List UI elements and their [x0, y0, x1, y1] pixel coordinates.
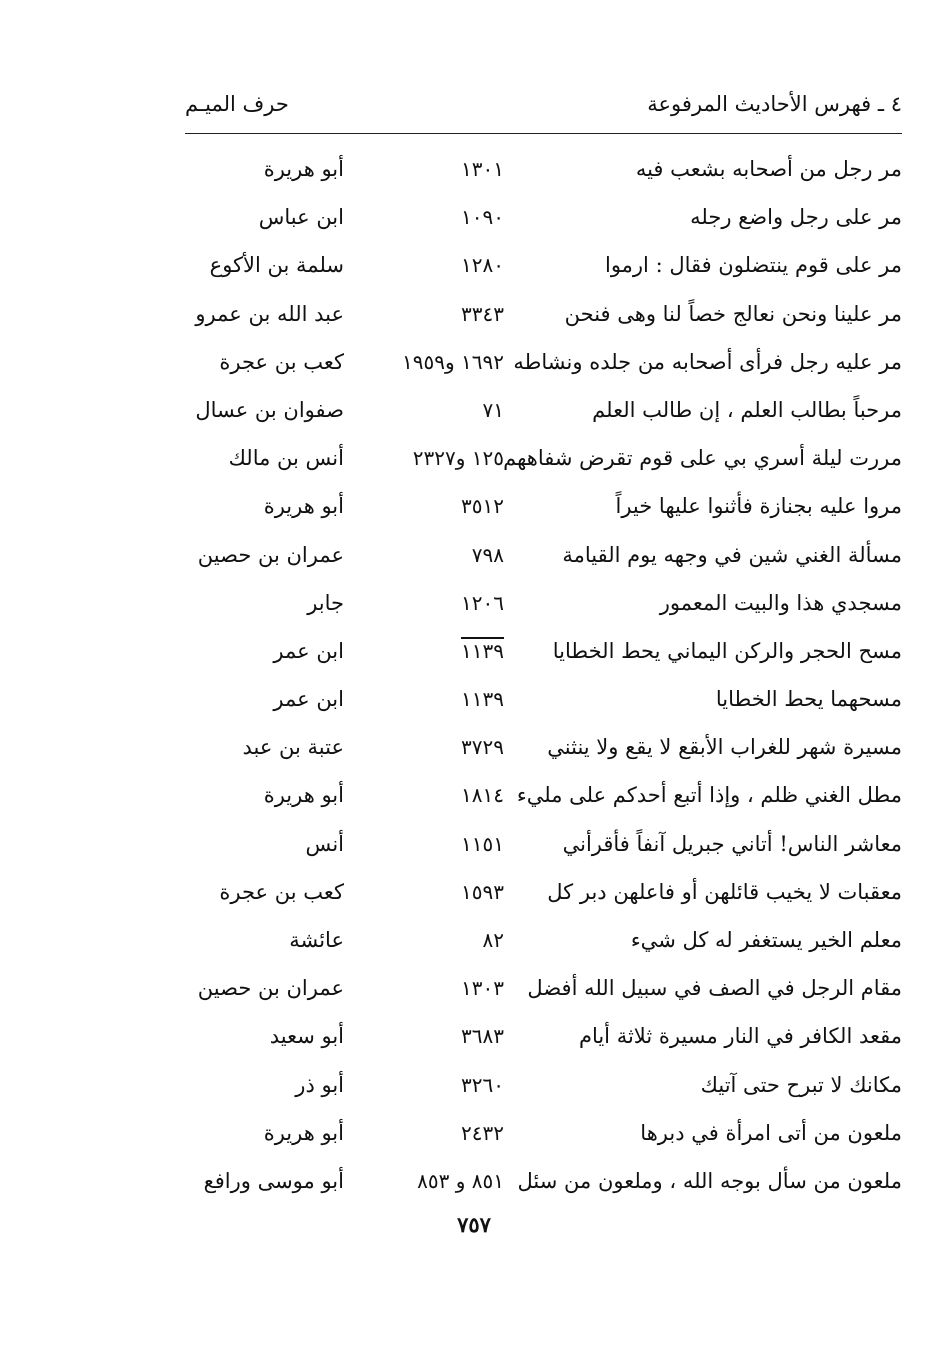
hadith-number: ١٨١٤ — [461, 783, 504, 808]
hadith-incipit: مر رجل من أصحابه بشعب فيه — [635, 157, 902, 181]
hadith-incipit: مر على رجل واضع رجله — [690, 205, 902, 230]
header-divider — [185, 133, 902, 134]
hadith-incipit: معاشر الناس! أتاني جبريل آنفاً فأقرأني — [562, 831, 902, 856]
narrator-name: عبد الله بن عمرو — [195, 301, 344, 326]
narrator-name: عتبة بن عبد — [242, 735, 344, 760]
hadith-incipit: مسحهما يحط الخطايا — [715, 687, 902, 712]
index-entry — [150, 483, 902, 531]
narrator-name: أنس — [305, 831, 344, 856]
hadith-number: ١٢٥ و٢٣٢٧ — [412, 446, 504, 471]
hadith-incipit: مر على قوم ينتضلون فقال : ارموا — [604, 253, 902, 278]
hadith-incipit: مر علينا ونحن نعالج خصاً لنا وهى فنحن — [564, 301, 902, 326]
narrator-name: عمران بن حصين — [197, 976, 344, 1001]
narrator-name: أنس بن مالك — [228, 446, 344, 471]
narrator-name: ابن عباس — [258, 205, 344, 230]
hadith-number: ١٥٩٣ — [461, 879, 504, 904]
narrator-name: أبو سعيد — [269, 1024, 344, 1049]
hadith-number: ٣٥١٢ — [461, 494, 504, 519]
narrator-name: صفوان بن عسال — [195, 397, 344, 422]
index-entry — [150, 242, 902, 290]
hadith-incipit: مر عليه رجل فرأى أصحابه من جلده ونشاطه — [513, 349, 902, 374]
hadith-number: ١١٣٩ — [461, 638, 504, 663]
hadith-number: ٣٦٨٣ — [461, 1024, 504, 1049]
narrator-name: جابر — [307, 590, 344, 615]
narrator-name: عمران بن حصين — [197, 542, 344, 567]
index-entry — [150, 146, 902, 194]
hadith-number: ٧٩٨ — [471, 542, 504, 567]
index-entry — [150, 194, 902, 242]
narrator-name: أبو هريرة — [263, 494, 344, 519]
index-entry — [150, 291, 902, 339]
page-number: ٧٥٧ — [457, 1212, 491, 1237]
narrator-name: كعب بن عجرة — [219, 349, 344, 374]
narrator-name: كعب بن عجرة — [219, 879, 344, 904]
narrator-name: أبو هريرة — [263, 1120, 344, 1145]
index-entry — [150, 724, 902, 772]
index-entry — [150, 435, 902, 483]
narrator-name: أبو هريرة — [263, 157, 344, 181]
narrator-name: أبو ذر — [295, 1072, 344, 1097]
index-entry — [150, 1110, 902, 1158]
hadith-number: ١١٣٩ — [461, 687, 504, 712]
index-entry — [150, 532, 902, 580]
narrator-name: سلمة بن الأكوع — [209, 253, 344, 278]
hadith-number: ١١٥١ — [461, 831, 504, 856]
hadith-incipit: ملعون من سأل بوجه الله ، وملعون من سئل — [517, 1168, 902, 1193]
narrator-name: ابن عمر — [273, 638, 344, 663]
hadith-number: ٢٤٣٢ — [461, 1120, 504, 1145]
index-entry — [150, 580, 902, 628]
hadith-number: ١٣٠٣ — [461, 976, 504, 1001]
index-entry — [150, 821, 902, 869]
index-entry — [150, 772, 902, 820]
narrator-name: أبو هريرة — [263, 783, 344, 808]
hadith-incipit: مطل الغني ظلم ، وإذا أتبع أحدكم على مليء — [516, 783, 902, 808]
hadith-incipit: مسألة الغني شين في وجهه يوم القيامة — [562, 542, 902, 567]
hadith-incipit: ملعون من أتى امرأة في دبرها — [640, 1120, 902, 1145]
running-header — [185, 88, 902, 128]
hadith-number: ٣٢٦٠ — [461, 1072, 504, 1097]
index-entry — [150, 1062, 902, 1110]
hadith-incipit: مروا عليه بجنازة فأثنوا عليها خيراً — [615, 494, 902, 519]
index-entry — [150, 917, 902, 965]
index-entry — [150, 869, 902, 917]
index-entry — [150, 1013, 902, 1061]
narrator-name: عائشة — [289, 928, 344, 952]
hadith-number: ٣٣٤٣ — [461, 301, 504, 326]
hadith-number: ٨٥١ و ٨٥٣ — [417, 1168, 504, 1193]
hadith-incipit: مسيرة شهر للغراب الأبقع لا يقع ولا ينثني — [547, 735, 902, 760]
index-entry — [150, 339, 902, 387]
hadith-incipit: مررت ليلة أسري بي على قوم تقرض شفاههم — [503, 446, 902, 471]
hadith-incipit: مرحباً بطالب العلم ، إن طالب العلم — [592, 397, 902, 422]
index-entry — [150, 628, 902, 676]
hadith-incipit: مقام الرجل في الصف في سبيل الله أفضل — [527, 976, 902, 1001]
hadith-number: ٧١ — [482, 397, 504, 422]
hadith-number: ١٦٩٢ و١٩٥٩ — [402, 349, 504, 374]
index-entry — [150, 1158, 902, 1206]
index-entry — [150, 676, 902, 724]
hadith-incipit: مكانك لا تبرح حتى آتيك — [700, 1072, 902, 1097]
hadith-number: ١٠٩٠ — [461, 205, 504, 230]
section-title: ٤ ـ فهرس الأحاديث المرفوعة — [647, 92, 902, 116]
index-entry — [150, 387, 902, 435]
hadith-number: ١٢٠٦ — [461, 590, 504, 615]
hadith-incipit: مسح الحجر والركن اليماني يحط الخطايا — [552, 638, 902, 663]
hadith-number: ٣٧٢٩ — [461, 735, 504, 760]
hadith-incipit: معقبات لا يخيب قائلهن أو فاعلهن دبر كل — [547, 879, 902, 904]
hadith-incipit: معلم الخير يستغفر له كل شيء — [630, 928, 902, 952]
narrator-name: أبو موسى ورافع — [203, 1168, 344, 1193]
hadith-number: ١٣٠١ — [461, 157, 504, 181]
hadith-number: ١٢٨٠ — [461, 253, 504, 278]
index-entry — [150, 965, 902, 1013]
hadith-incipit: مقعد الكافر في النار مسيرة ثلاثة أيام — [578, 1024, 902, 1049]
letter-title: حرف الميـم — [185, 92, 289, 116]
narrator-name: ابن عمر — [273, 687, 344, 712]
hadith-incipit: مسجدي هذا والبيت المعمور — [659, 590, 902, 615]
hadith-number: ٨٢ — [482, 928, 504, 952]
hadith-index-list — [150, 146, 902, 1206]
